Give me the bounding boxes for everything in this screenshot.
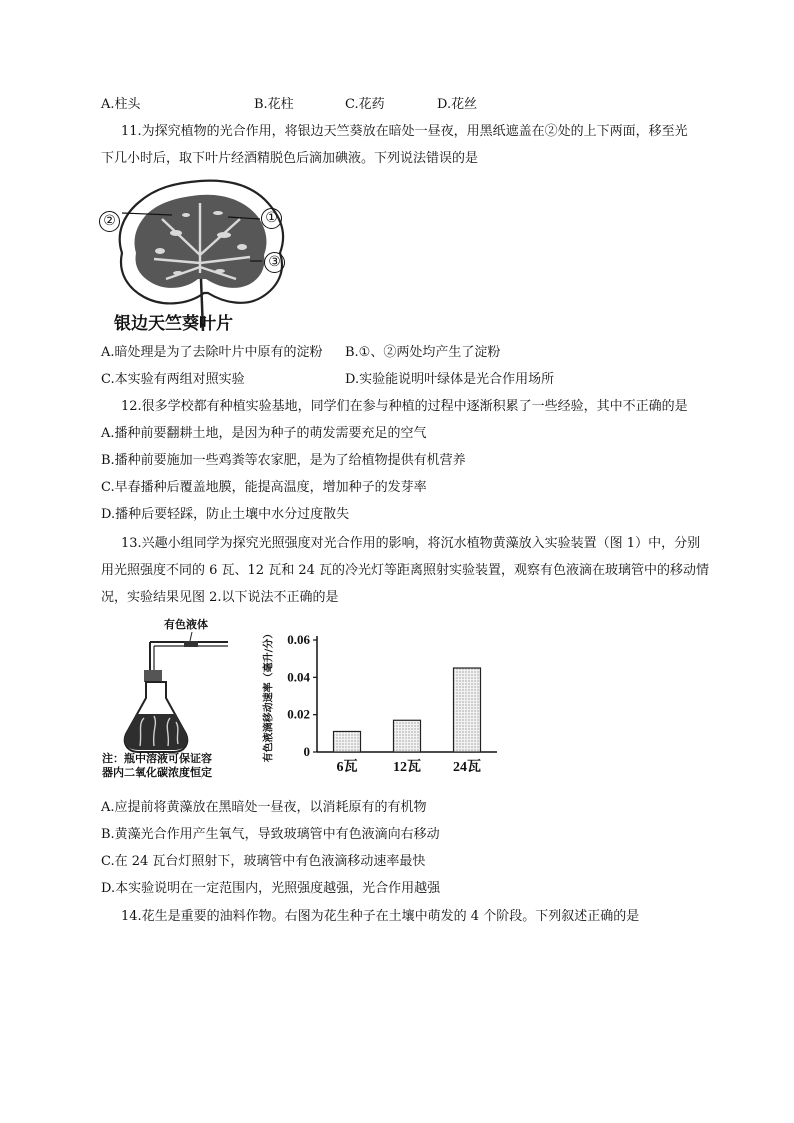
q12-option-c: C.早春播种后覆盖地膜，能提高温度，增加种子的发芽率 xyxy=(101,480,427,495)
q10-option-b: B.花柱 xyxy=(254,97,294,112)
q11-option-b: B.①、②两处均产生了淀粉 xyxy=(345,345,501,360)
bar-chart xyxy=(255,614,515,784)
y-tick-label: 0.02 xyxy=(287,706,310,722)
q11-stem-line1: 11.为探究植物的光合作用，将银边天竺葵放在暗处一昼夜，用黑纸遮盖在②处的上下两面，移至光 xyxy=(121,124,688,139)
q12-stem: 12.很多学校都有种植实验基地，同学们在参与种植的过程中逐渐积累了一些经验，其中不正确的是 xyxy=(121,399,688,414)
x-tick-label: 12瓦 xyxy=(393,760,421,775)
x-tick-label: 6瓦 xyxy=(336,760,358,775)
apparatus-note-line1: 注：瓶中溶液可保证容 xyxy=(102,752,212,765)
q11-option-c: C.本实验有两组对照实验 xyxy=(101,372,245,387)
q14-stem: 14.花生是重要的油料作物。右图为花生种子在土壤中萌发的 4 个阶段。下列叙述正确的是 xyxy=(121,909,640,924)
bar xyxy=(454,668,481,752)
y-tick-label: 0.06 xyxy=(287,632,310,647)
q12-option-a: A.播种前要翻耕土地，是因为种子的萌发需要充足的空气 xyxy=(101,426,427,441)
apparatus-note-line2: 器内二氧化碳浓度恒定 xyxy=(102,766,212,779)
bar xyxy=(394,720,421,752)
tube-label: 有色液体 xyxy=(164,618,208,631)
q13-option-a: A.应提前将黄藻放在黑暗处一昼夜，以消耗原有的有机物 xyxy=(101,800,427,815)
y-tick-label: 0.04 xyxy=(287,669,310,685)
bar-chart-svg xyxy=(255,614,515,784)
q10-option-a: A.柱头 xyxy=(101,97,141,112)
q12-option-b: B.播种前要施加一些鸡粪等农家肥，是为了给植物提供有机营养 xyxy=(101,453,466,468)
leaf-figure xyxy=(100,175,300,335)
q11-stem-line2: 下几小时后，取下叶片经酒精脱色后滴加碘液。下列说法错误的是 xyxy=(101,151,479,166)
q10-option-c: C.花药 xyxy=(345,97,385,112)
leaf-label-2: ② xyxy=(99,211,120,232)
q13-option-b: B.黄藻光合作用产生氧气，导致玻璃管中有色液滴向右移动 xyxy=(101,827,440,842)
q11-option-a: A.暗处理是为了去除叶片中原有的淀粉 xyxy=(101,345,323,360)
apparatus-figure xyxy=(102,612,250,784)
chart-y-axis-label: 有色液滴移动速率（毫升/分） xyxy=(263,628,275,763)
q13-stem-line1: 13.兴趣小组同学为探究光照强度对光合作用的影响，将沉水植物黄藻放入实验装置（图 1）中，分别 xyxy=(121,536,701,551)
q10-option-d: D.花丝 xyxy=(437,97,478,112)
q11-option-d: D.实验能说明叶绿体是光合作用场所 xyxy=(345,372,555,387)
leaf-label-3: ③ xyxy=(264,252,285,273)
q13-option-c: C.在 24 瓦台灯照射下，玻璃管中有色液滴移动速率最快 xyxy=(101,854,426,869)
y-tick-label: 0 xyxy=(303,744,310,759)
bar xyxy=(334,731,361,752)
q12-option-d: D.播种后要轻踩，防止土壤中水分过度散失 xyxy=(101,507,350,522)
q13-option-d: D.本实验说明在一定范围内，光照强度越强，光合作用越强 xyxy=(101,881,441,896)
q13-stem-line2: 用光照强度不同的 6 瓦、12 瓦和 24 瓦的冷光灯等距离照射实验装置，观察有色液滴在玻璃管中的移动情 xyxy=(101,563,710,578)
leaf-label-1: ① xyxy=(261,208,282,229)
leaf-caption: 银边天竺葵叶片 xyxy=(114,314,233,334)
x-tick-label: 24瓦 xyxy=(453,760,481,775)
q13-stem-line3: 况，实验结果见图 2.以下说法不正确的是 xyxy=(101,590,339,605)
